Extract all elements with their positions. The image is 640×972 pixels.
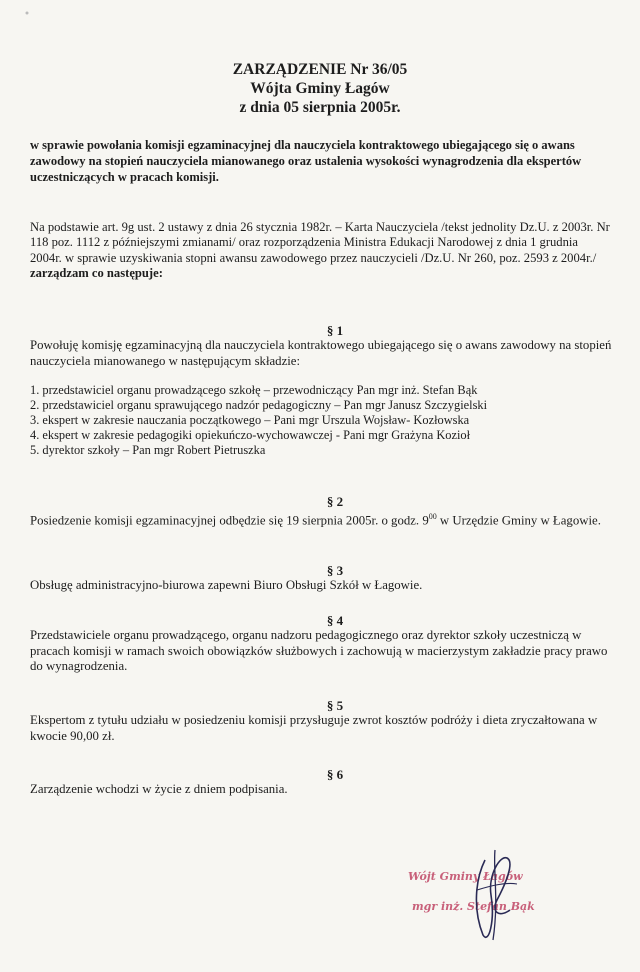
decree-clause: zarządzam co następuje: bbox=[30, 265, 163, 280]
section-6-mark: § 6 bbox=[326, 767, 344, 782]
section-2 bbox=[0, 494, 640, 529]
section-2-text bbox=[30, 509, 615, 529]
decree-date: z dnia 05 sierpnia 2005r. bbox=[239, 99, 401, 116]
section-4-mark: § 4 bbox=[326, 613, 344, 628]
member-item: 3. ekspert w zakresie nauczania początkowego – Pani mgr Urszula Wojsław- Kozłowska bbox=[30, 413, 470, 427]
section-2-text-b: w Urzędzie Gminy w Łagowie. bbox=[436, 513, 601, 528]
member-item: 2. przedstawiciel organu sprawującego nadzór pedagogiczny – Pan mgr Janusz Szczygielski bbox=[30, 398, 488, 412]
section-5-text: Ekspertom z tytułu udziału w posiedzeniu komisji przysługuje zwrot kosztów podróży i dieta zryczałtowana w kwocie 90,00 zł. bbox=[30, 713, 598, 743]
section-1-mark: § 1 bbox=[326, 323, 344, 338]
section-3-mark: § 3 bbox=[326, 563, 344, 578]
member-item: 4. ekspert w zakresie pedagogiki opiekuńczo-wychowawczej - Pani mgr Grażyna Kozioł bbox=[30, 428, 471, 442]
commission-members bbox=[30, 383, 615, 458]
meeting-time-minutes: 00 bbox=[428, 512, 437, 521]
section-3-text: Obsługę administracyjno-biurowa zapewni Biuro Obsługi Szkół w Łagowie. bbox=[30, 578, 423, 592]
signature-block bbox=[360, 840, 620, 950]
document-header bbox=[0, 60, 640, 117]
section-4-text: Przedstawiciele organu prowadzącego, organu nadzoru pedagogicznego oraz dyrektor szkoły uczestniczą w pracach komisji w ramach swoich obowiązków służbowych i zachowują w macierzystym zakładzie pracy prawo do wynagrodzenia. bbox=[30, 628, 608, 673]
decree-issuer: Wójta Gminy Łagów bbox=[250, 80, 390, 97]
decree-title: ZARZĄDZENIE Nr 36/05 bbox=[232, 61, 408, 78]
member-item: 5. dyrektor szkoły – Pan mgr Robert Pietruszka bbox=[30, 443, 266, 457]
section-6 bbox=[0, 767, 640, 798]
section-4 bbox=[0, 613, 640, 675]
stamp-name: mgr inż. Stefan Bąk bbox=[412, 900, 535, 913]
legal-basis bbox=[30, 220, 610, 281]
member-item: 1. przedstawiciel organu prowadzącego szkołę – przewodniczący Pan mgr inż. Stefan Bąk bbox=[30, 383, 478, 397]
section-2-text-a: Posiedzenie komisji egzaminacyjnej odbędzie się 19 sierpnia 2005r. o godz. 9 bbox=[30, 513, 429, 528]
section-3 bbox=[0, 563, 640, 594]
section-2-mark: § 2 bbox=[326, 494, 344, 509]
stamp-title: Wójt Gminy Łagów bbox=[408, 870, 523, 883]
section-1 bbox=[0, 323, 640, 458]
punch-mark bbox=[22, 8, 32, 18]
section-6-text: Zarządzenie wchodzi w życie z dniem podpisania. bbox=[30, 782, 288, 796]
section-1-text: Powołuję komisję egzaminacyjną dla nauczyciela kontraktowego ubiegającego się o awans zawodowy na stopień nauczyciela mianowanego w następującym składzie: bbox=[30, 338, 612, 368]
handwritten-signature bbox=[455, 840, 535, 950]
section-5 bbox=[0, 698, 640, 744]
legal-basis-text: Na podstawie art. 9g ust. 2 ustawy z dnia 26 stycznia 1982r. – Karta Nauczyciela /tekst jednolity Dz.U. z 2003r. Nr 118 poz. 1112 z późniejszymi zmianami/ oraz rozporządzenia Ministra Edukacji Narodowej z dnia 1 grudnia 2004r. w sprawie uzyskiwania stopni awansu zawodowego przez nauczycieli /Dz.U. Nr 260, poz. 2593 z 2004r./ bbox=[30, 220, 610, 265]
section-5-mark: § 5 bbox=[326, 698, 344, 713]
decree-subject: w sprawie powołania komisji egzaminacyjnej dla nauczyciela kontraktowego ubiegającego się o awans zawodowy na stopień nauczyciela mianowanego oraz ustalenia wysokości wynagrodzenia dla ekspertów uczestniczących w pracach komisji. bbox=[30, 138, 582, 184]
